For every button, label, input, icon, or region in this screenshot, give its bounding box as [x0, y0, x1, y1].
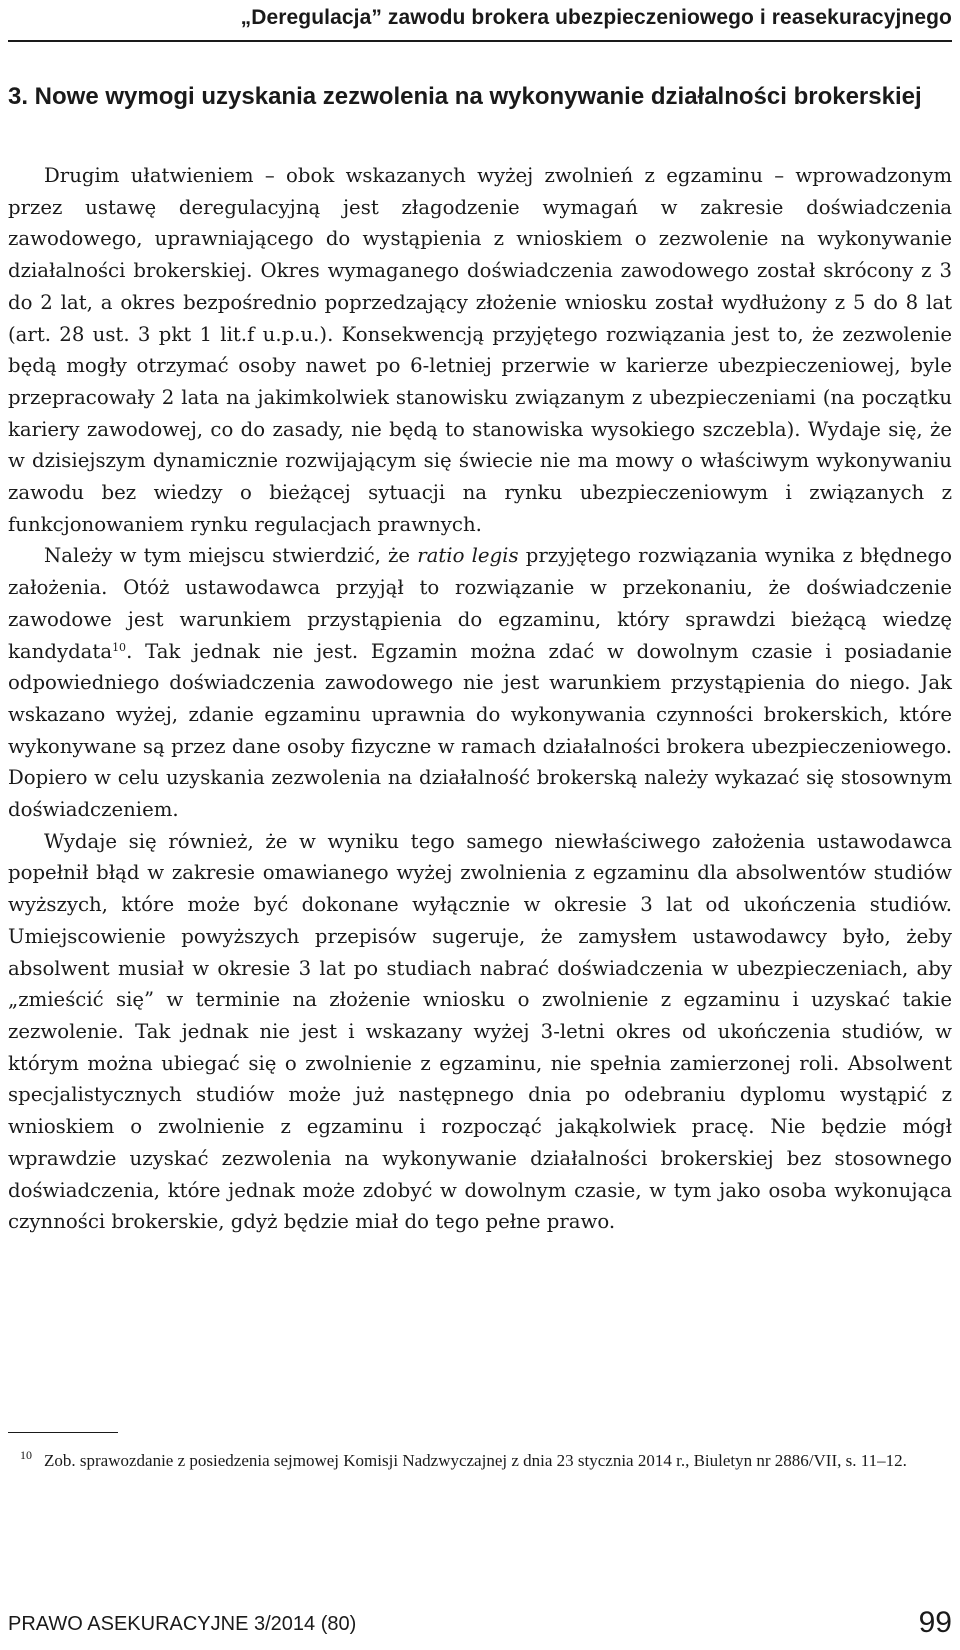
paragraph-1: Drugim ułatwieniem – obok wskazanych wyżej zwolnień z egzaminu – wprowadzonym przez ustawę deregulacyjną jest złagodzenie wymagań w zakresie doświadczenia zawodowego, uprawniającego do wystąpienia z wnioskiem o zezwolenie na wykonywanie działalności brokerskiej. Okres wymaganego doświadczenia zawodowego został skrócony z 3 do 2 lat, a okres bezpośrednio poprzedzający złożenie wniosku został wydłużony z 5 do 8 lat (art. 28 ust. 3 pkt 1 lit.f u.p.u.). Konsekwencją przyjętego rozwiązania jest to, że zezwolenie będą mogły otrzymać osoby nawet po 6-letniej przerwie w karierze ubezpieczeniowej, byle przepracowały 2 lata na jakimkolwiek stanowisku związanym z ubezpieczeniami (na początku kariery zawodowej, co do zasady, nie będą to stanowiska wysokiego szczebla). Wydaje się, że w dzisiejszym dynamicznie rozwijającym się świecie nie ma mowy o właściwym wykonywaniu zawodu bez wiedzy o bieżącej sytuacji na rynku ubezpieczeniowym i związanych z funkcjonowaniem rynku regulacjach prawnych. — [8, 164, 952, 536]
footnote-text: Zob. sprawozdanie z posiedzenia sejmowej Komisji Nadzwyczajnej z dnia 23 stycznia 2014 r., Biuletyn nr 2886/VII, s. 11–12. — [44, 1451, 907, 1470]
running-footer — [8, 1600, 952, 1640]
paragraph-3: Wydaje się również, że w wyniku tego samego niewłaściwego założenia ustawodawca popełnił błąd w zakresie omawianego wyżej zwolnienia z egzaminu dla absolwentów studiów wyższych, które może być dokonane wyłącznie w okresie 3 lat od ukończenia studiów. Umiejscowienie powyższych przepisów sugeruje, że zamysłem ustawodawcy było, żeby absolwent musiał w okresie 3 lat po studiach nabrać doświadczenia w ubezpieczeniach, aby „zmieścić się” w terminie na złożenie wniosku o zwolnienie z egzaminu i uzyskać takie zezwolenie. Tak jednak nie jest i wskazany wyżej 3-letni okres od ukończenia studiów, w którym można ubiegać się o zwolnienie z egzaminu, nie spełnia zamierzonej roli. Absolwent specjalistycznych studiów może już następnego dnia po odebraniu dyplomu wystąpić z wnioskiem o zwolnienie z egzaminu i rozpocząć jakąkolwiek pracę. Nie będzie mógł wprawdzie uzyskać zezwolenia na wykonywanie działalności brokerskiej bez stosownego doświadczenia, które jednak może zdobyć w dowolnym czasie, w tym jako osoba wykonująca czynności brokerskie, gdyż będzie miał do tego pełne prawo. — [8, 829, 952, 1234]
header-divider — [8, 40, 952, 42]
paragraph-2-text-start: Należy w tym miejscu stwierdzić, że — [44, 544, 418, 568]
paragraph-2-text-end: . Tak jednak nie jest. Egzamin można zdać w dowolnym czasie i posiadanie odpowiedniego doświadczenia zawodowego nie jest warunkiem przystąpienia do niego. Jak wskazano wyżej, zdanie egzaminu uprawnia do wykonywania czynności brokerskich, które wykonywane są przez dane osoby fizyczne w ramach działalności brokera ubezpieczeniowego. Dopiero w celu uzyskania zezwolenia na działalność brokerską należy wykazać się stosownym doświadczeniem. — [8, 639, 952, 822]
section-heading: 3. Nowe wymogi uzyskania zezwolenia na wykonywanie działalności brokerskiej — [8, 83, 922, 110]
paragraph-2 — [8, 540, 952, 825]
footnote-reference[interactable]: 10 — [112, 640, 127, 654]
body-text — [8, 160, 952, 1238]
paragraph-2-text-middle: przyjętego rozwiązania wynika z błędnego założenia. Otóż ustawodawca przyjął to rozwiązanie w przekonaniu, że doświadczenie zawodowe jest warunkiem przystąpienia do egzaminu, który sprawdzi bieżącą wiedzę kandydata — [8, 544, 953, 663]
running-header: „Deregulacja” zawodu brokera ubezpieczeniowego i reasekuracyjnego — [240, 6, 952, 29]
journal-name: PRAWO ASEKURACYJNE 3/2014 (80) — [8, 1613, 357, 1635]
ratio-legis-phrase: ratio legis — [417, 544, 519, 568]
footnote-divider — [8, 1432, 118, 1433]
footnote — [8, 1448, 952, 1474]
footnote-number: 10 — [20, 1448, 32, 1462]
page-number: 99 — [918, 1606, 952, 1639]
